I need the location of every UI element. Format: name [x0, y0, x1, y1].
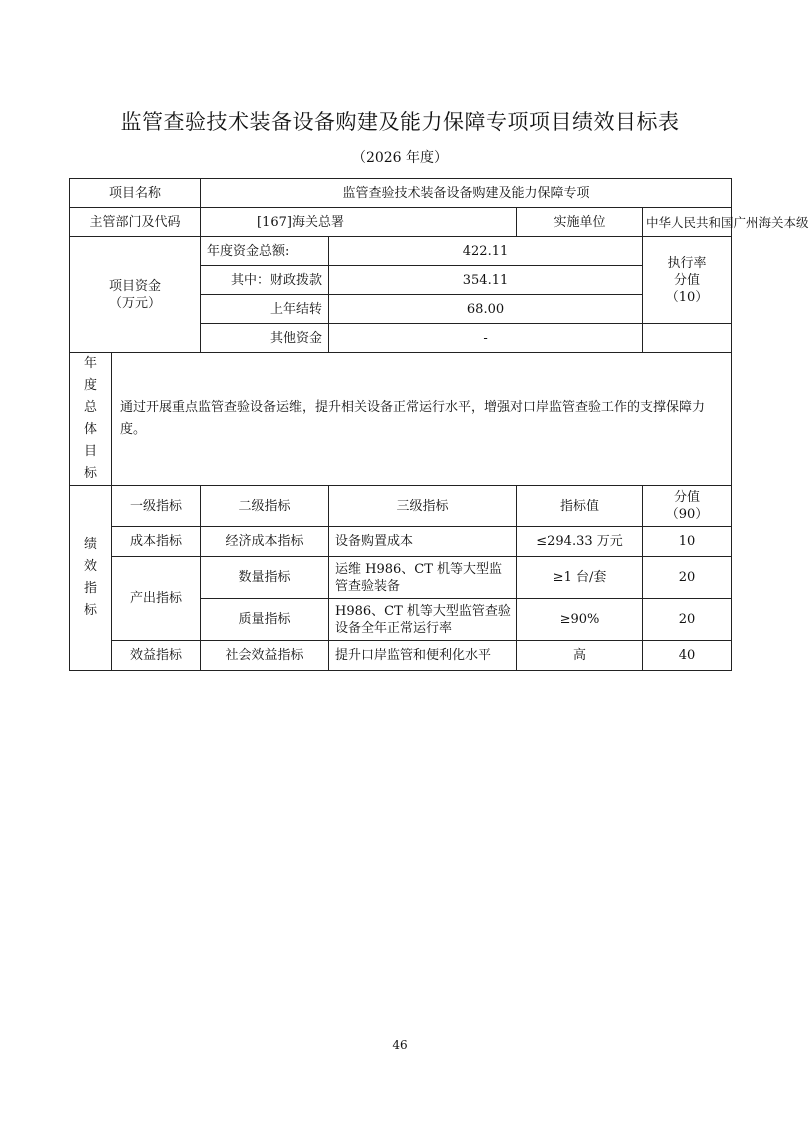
- goal-label-char: 度: [83, 378, 97, 393]
- output-quantity-row: [70, 557, 732, 599]
- benefit-score: 40: [643, 641, 732, 671]
- project-name-value: 监管查验技术装备设备购建及能力保障专项: [201, 179, 732, 208]
- cost-level1: 成本指标: [112, 527, 201, 557]
- project-name-label: 项目名称: [70, 179, 201, 208]
- funds-other-empty: [643, 324, 732, 353]
- implementing-unit-value: 中华人民共和国广州海关本级: [643, 208, 732, 237]
- cost-level2: 经济成本指标: [201, 527, 329, 557]
- benefit-level1: 效益指标: [112, 641, 201, 671]
- department-value: [167]海关总署: [201, 208, 517, 237]
- output-level1: 产出指标: [112, 557, 201, 641]
- project-name-row: [70, 179, 732, 208]
- quantity-value: ≥1 台/套: [517, 557, 643, 599]
- cost-level3: 设备购置成本: [329, 527, 517, 557]
- indicator-label-char: 绩: [83, 537, 97, 552]
- page-number: 46: [392, 1038, 408, 1052]
- indicator-label-char: 指: [83, 581, 97, 596]
- benefit-level2: 社会效益指标: [201, 641, 329, 671]
- benefit-value: 高: [517, 641, 643, 671]
- funds-label-line2: （万元）: [109, 295, 162, 311]
- goal-label-char: 标: [83, 466, 97, 481]
- funds-total-row: [70, 237, 732, 266]
- funds-carryover-value: 68.00: [329, 295, 643, 324]
- indicator-label-char: 标: [83, 603, 97, 618]
- indicator-label-char: 效: [83, 559, 97, 574]
- header-score: [643, 486, 732, 527]
- department-row: [70, 208, 732, 237]
- quantity-level2: 数量指标: [201, 557, 329, 599]
- quantity-level3: 运维 H986、CT 机等大型监管查验装备: [329, 557, 517, 599]
- header-score-line1: 分值: [674, 490, 701, 505]
- annual-goal-label: [70, 353, 112, 486]
- execution-rate-line3: （10）: [665, 289, 709, 305]
- quality-value: ≥90%: [517, 599, 643, 641]
- implementing-unit-label: 实施单位: [517, 208, 643, 237]
- goal-label-char: 目: [83, 444, 97, 459]
- cost-score: 10: [643, 527, 732, 557]
- header-score-line2: （90）: [665, 507, 709, 522]
- cost-indicator-row: [70, 527, 732, 557]
- cost-value: ≤294.33 万元: [517, 527, 643, 557]
- funds-label: [70, 237, 201, 353]
- benefit-indicator-row: [70, 641, 732, 671]
- quantity-score: 20: [643, 557, 732, 599]
- goal-label-char: 总: [83, 400, 97, 415]
- header-level2: 二级指标: [201, 486, 329, 527]
- execution-rate-cell: [643, 237, 732, 324]
- funds-total-value: 422.11: [329, 237, 643, 266]
- department-label: 主管部门及代码: [70, 208, 201, 237]
- indicator-header-row: [70, 486, 732, 527]
- funds-carryover-label: 上年结转: [201, 295, 329, 324]
- annual-goal-text: 通过开展重点监管查验设备运维，提升相关设备正常运行水平，增强对口岸监管查验工作的支撑保障力度。: [112, 353, 732, 486]
- funds-other-value: -: [329, 324, 643, 353]
- funds-label-line1: 项目资金: [109, 278, 162, 294]
- benefit-level3: 提升口岸监管和便利化水平: [329, 641, 517, 671]
- funds-total-label: 年度资金总额:: [201, 237, 329, 266]
- indicators-label: [70, 486, 112, 671]
- quality-level3: H986、CT 机等大型监管查验设备全年正常运行率: [329, 599, 517, 641]
- header-level3: 三级指标: [329, 486, 517, 527]
- annual-goal-row: [70, 353, 732, 486]
- page-title: 监管查验技术装备设备购建及能力保障专项项目绩效目标表: [120, 110, 680, 134]
- funds-fiscal-label: 其中：财政拨款: [201, 266, 329, 295]
- header-level1: 一级指标: [112, 486, 201, 527]
- goal-label-char: 体: [83, 422, 97, 437]
- funds-fiscal-value: 354.11: [329, 266, 643, 295]
- quality-score: 20: [643, 599, 732, 641]
- execution-rate-line1: 执行率: [667, 255, 707, 271]
- year-subtitle: （2026 年度）: [351, 150, 449, 166]
- performance-goal-table: [69, 178, 809, 671]
- execution-rate-line2: 分值: [674, 272, 701, 288]
- funds-other-label: 其他资金: [201, 324, 329, 353]
- quality-level2: 质量指标: [201, 599, 329, 641]
- goal-label-char: 年: [83, 356, 97, 371]
- header-value: 指标值: [517, 486, 643, 527]
